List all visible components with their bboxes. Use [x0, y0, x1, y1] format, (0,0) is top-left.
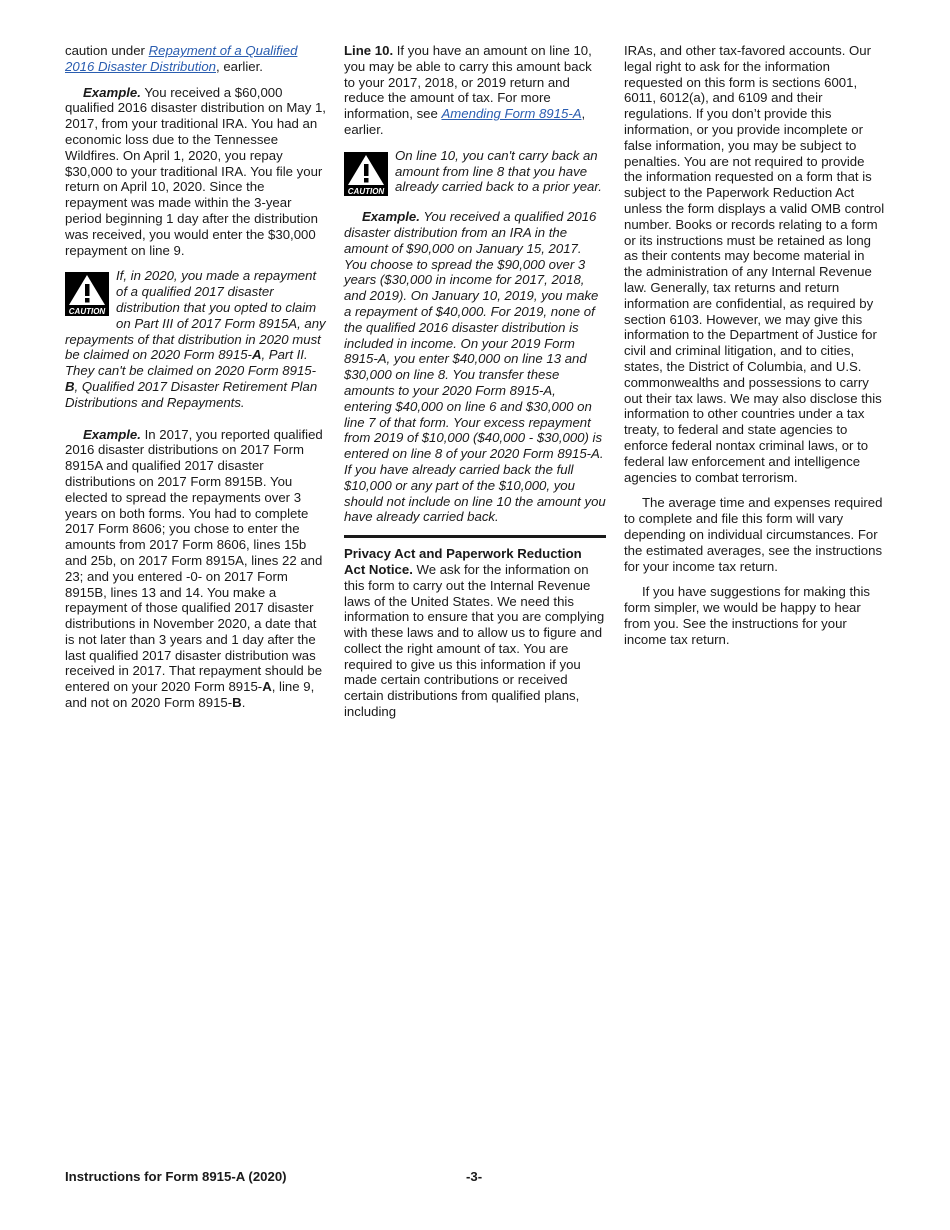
caution-note-2: CAUTION On line 10, you can't carry back an amount from line 8 that you have already carried back to a prior year.: [344, 148, 606, 195]
example-paragraph-3: Example. You received a qualified 2016 disaster distribution from an IRA in the amount of $90,000 on January 15, 2017. You choose to spread the $90,000 over 3 years ($30,000 in income for 2017, 2018, and 2019). On January 10, 2019, you make a repayment of $40,000. For 2019, none of the qualified 2016 disaster distribution is included in income. On your 2019 Form 8915-A, you enter $40,000 on line 13 and $30,000 on line 8. You transfer these amounts to your 2020 Form 8915-A, entering $40,000 on line 6 and $30,000 on line 7 of that form. Your excess repayment from 2019 of $10,000 ($40,000 - $30,000) is entered on line 8 of your 2020 Form 8915-A. If you have already carried back the full $10,000 or any part of the $10,000, you should not include on line 10 the amount you have already carried back.: [344, 209, 606, 525]
line-10-paragraph: Line 10. If you have an amount on line 10, you may be able to carry this amount back to your 2017, 2018, or 2019 return and reduce the amount of tax. For more information, see Amending Form 8915-A, earlier.: [344, 43, 592, 137]
caution-icon-label: CAUTION: [68, 307, 106, 317]
caution-icon-label: CAUTION: [347, 186, 385, 196]
page-number: -3-: [466, 1169, 483, 1184]
example-paragraph-1: Example. You received a $60,000 qualified 2016 disaster distribution on May 1, 2017, from your traditional IRA. You had an economic loss due to the Tennessee Wildfires. On April 1, 2020, you repay $30,000 to your traditional IRA. You file your return on April 10, 2020. Since the repayment was made within the 3-year period beginning 1 day after the distribution was received, you would enter the $30,000 repayment on line 9.: [65, 84, 326, 258]
privacy-act-paragraph: Privacy Act and Paperwork Reduction Act Notice. We ask for the information on this form to carry out the Internal Revenue laws of the United States. We need this information to ensure that you are complying with these laws and to allow us to figure and collect the right amount of tax. You are required to give us this information if you made certain contributions or received certain distributions from qualified plans, including: [344, 546, 605, 720]
paragraph-caution-continued: caution under Repayment of a Qualified 2016 Disaster Distribution, earlier.: [65, 43, 298, 74]
privacy-continued-paragraph: IRAs, and other tax-favored accounts. Our legal right to ask for the information requested on this form is sections 6001, 6011, 6012(a), and 6109 and their regulations. If you don’t provide this information, or you provide incomplete or false information, you may be subject to penalties. You are not required to provide the information requested on a form that is subject to the Paperwork Reduction Act unless the form displays a valid OMB control number. Books or records relating to a form or its instructions must be retained as long as their contents may become material in the administration of any Internal Revenue law. Generally, tax returns and return information are confidential, as required by section 6103. However, we may give this information to the Department of Justice for civil and criminal litigation, and to cities, states, the District of Columbia, and U.S. commonwealths and possessions to carry out their tax laws. We may also disclose this information to other countries under a tax treaty, to federal and state agencies to enforce federal nontax criminal laws, or to federal law enforcement and intelligence agencies to combat terrorism.: [624, 43, 885, 485]
column-3: [624, 43, 886, 657]
section-divider: [344, 535, 606, 538]
caution-icon: [344, 152, 388, 196]
link-repayment-2016[interactable]: Repayment of a Qualified 2016 Disaster Distribution: [65, 43, 298, 74]
example-paragraph-2: Example. In 2017, you reported qualified 2016 disaster distributions on 2017 Form 8915A and qualified 2017 disaster distributions on 2017 Form 8915B. You elected to spread the repayments over 3 years on both forms. You had to complete 2017 Form 8606; you chose to enter the amounts from 2017 Form 8606, lines 15b and 25b, on 2017 Form 8915A, lines 22 and 23; and you entered -0- on 2017 Form 8915B, lines 13 and 14. You make a repayment of those qualified 2017 disaster distributions in November 2020, a date that is not later than 3 years and 1 day after the last qualified 2017 disaster distribution was received in 2017. That repayment should be entered on your 2020 Form 8915-A, line 9, and not on 2020 Form 8915-B.: [65, 426, 323, 711]
footer-title: Instructions for Form 8915-A (2020): [65, 1169, 287, 1184]
column-1: [65, 43, 327, 721]
column-2: [344, 43, 606, 730]
suggestions-paragraph: If you have suggestions for making this form simpler, we would be happy to hear from you. See the instructions for your income tax return.: [624, 584, 870, 647]
link-amending-form[interactable]: Amending Form 8915-A: [441, 106, 582, 122]
caution-note-1: CAUTION If, in 2020, you made a repayment of a qualified 2017 disaster distribution that you opted to claim on Part III of 2017 Form 8915A, any repayments of that distribution in 2020 must be claimed on 2020 Form 8915-A, Part II. They can't be claimed on 2020 Form 8915-B, Qualified 2017 Disaster Retirement Plan Distributions and Repayments.: [65, 268, 326, 410]
time-expenses-paragraph: The average time and expenses required to complete and file this form will vary depending on individual circumstances. For the estimated averages, see the instructions for your income tax return.: [624, 495, 883, 574]
caution-icon: [65, 272, 109, 316]
